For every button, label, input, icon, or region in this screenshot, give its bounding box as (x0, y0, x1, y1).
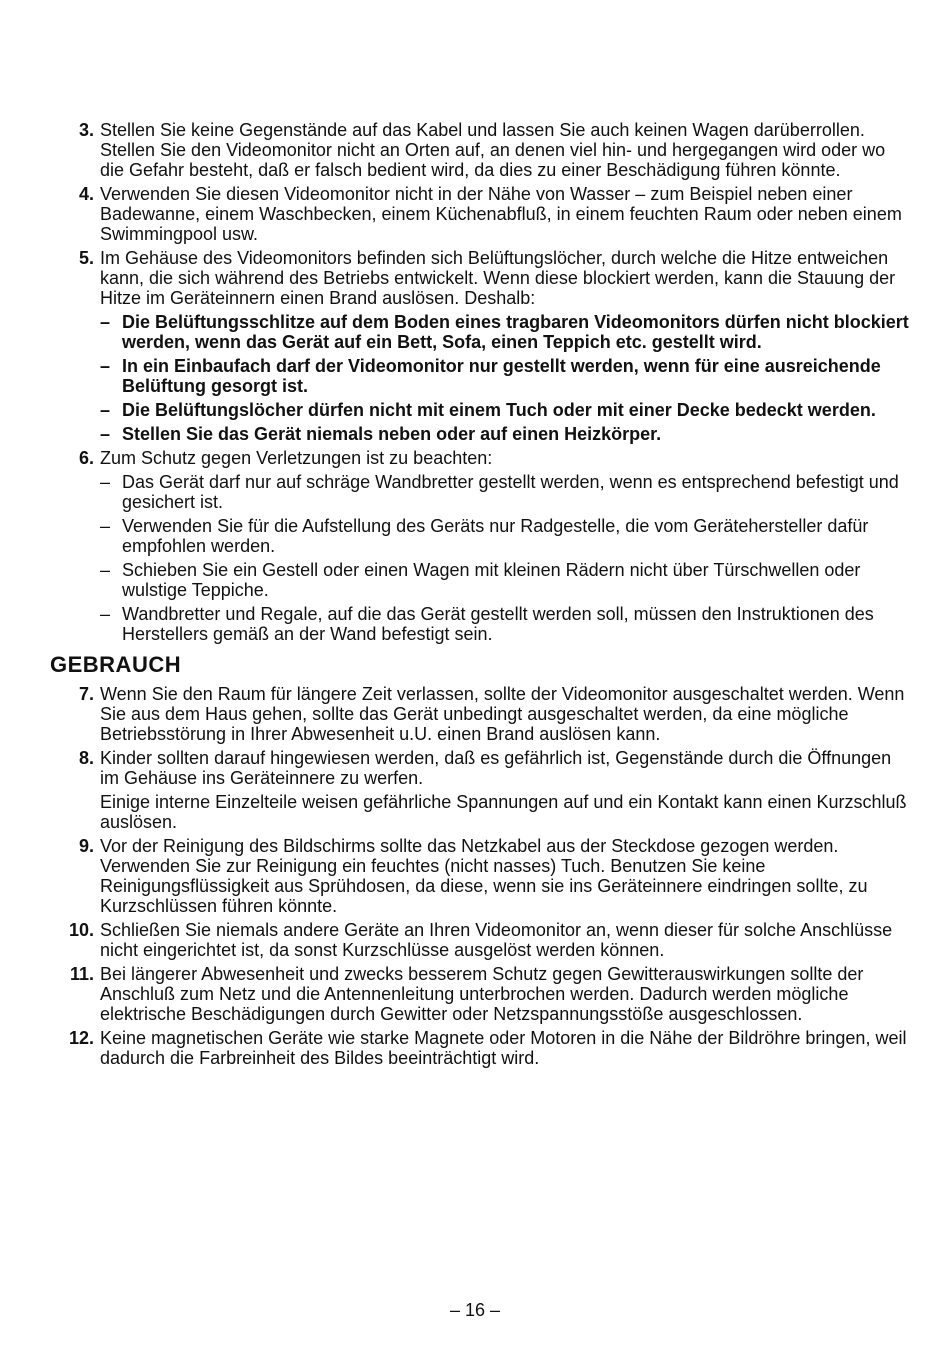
list-item-11 (40, 964, 910, 1024)
bullet-item: – Die Belüftungslöcher dürfen nicht mit einem Tuch oder mit einer Decke bedeckt werden. (100, 400, 910, 420)
item-number: 8. (78, 748, 94, 768)
section-heading: GEBRAUCH (50, 652, 182, 677)
bullet-item: – Schieben Sie ein Gestell oder einen Wagen mit kleinen Rädern nicht über Türschwellen oder wulstige Teppiche. (100, 560, 910, 600)
page-number: – 16 – (449, 1300, 501, 1320)
item-text: Zum Schutz gegen Verletzungen ist zu beachten: (100, 448, 493, 468)
bullet-item: – Verwenden Sie für die Aufstellung des Geräts nur Radgestelle, die vom Gerätehersteller dafür empfohlen werden. (100, 516, 910, 556)
item-number: 12. (68, 1028, 94, 1048)
list-item-8 (40, 748, 910, 832)
item-number: 9. (78, 836, 94, 856)
bullet-item: – Stellen Sie das Gerät niemals neben oder auf einen Heizkörper. (100, 424, 910, 444)
list-item-10 (40, 920, 910, 960)
item-text: Keine magnetischen Geräte wie starke Magnete oder Motoren in die Nähe der Bildröhre bringen, weil dadurch die Farbreinheit des Bildes beeinträchtigt wird. (100, 1028, 907, 1068)
list-item-7 (40, 684, 910, 744)
item-number: 3. (78, 120, 94, 140)
item-text-continued: Einige interne Einzelteile weisen gefährliche Spannungen auf und ein Kontakt kann einen Kurzschluß auslösen. (100, 792, 907, 832)
list-item-9 (40, 836, 910, 916)
bullet-item: – Wandbretter und Regale, auf die das Gerät gestellt werden soll, müssen den Instruktionen des Herstellers gemäß an der Wand befestigt sein. (100, 604, 910, 644)
item-text: Bei längerer Abwesenheit und zwecks besserem Schutz gegen Gewitterauswirkungen sollte der Anschluß zum Netz und die Antennenleitung unterbrochen werden. Dadurch werden mögliche elektrische Beschädigungen durch Gewitter oder Netzspannungsstöße ausgeschlossen. (100, 964, 864, 1024)
item-text: Kinder sollten darauf hingewiesen werden, daß es gefährlich ist, Gegenstände durch die Öffnungen im Gehäuse ins Geräteinnere zu werfen. (100, 748, 892, 788)
list-item-4 (40, 184, 910, 244)
item-text: Schließen Sie niemals andere Geräte an Ihren Videomonitor an, wenn dieser für solche Anschlüsse nicht eingerichtet ist, da sonst Kurzschlüsse ausgelöst werden können. (100, 920, 893, 960)
item-text: Stellen Sie keine Gegenstände auf das Kabel und lassen Sie auch keinen Wagen darüberrollen. Stellen Sie den Videomonitor nicht an Orten auf, an denen viel hin- und hergegangen wird oder wo die Gefahr besteht, daß er falsch bedient wird, da dies zu einer Beschädigung führen könnte. (100, 120, 886, 180)
bullet-item: – In ein Einbaufach darf der Videomonitor nur gestellt werden, wenn für eine ausreichende Belüftung gesorgt ist. (100, 356, 910, 396)
item-number: 10. (68, 920, 94, 940)
bullet-item: – Das Gerät darf nur auf schräge Wandbretter gestellt werden, wenn es entsprechend befestigt und gesichert ist. (100, 472, 910, 512)
page-content (40, 120, 910, 1072)
item-number: 4. (78, 184, 94, 204)
list-item-12 (40, 1028, 910, 1068)
item-text: Im Gehäuse des Videomonitors befinden sich Belüftungslöcher, durch welche die Hitze entweichen kann, die sich während des Betriebs entwickelt. Wenn diese blockiert werden, kann die Stauung der Hitze im Geräteinnern einen Brand auslösen. Deshalb: (100, 248, 896, 308)
item-number: 5. (78, 248, 94, 268)
list-item-5 (40, 248, 910, 444)
item-text: Vor der Reinigung des Bildschirms sollte das Netzkabel aus der Steckdose gezogen werden. Verwenden Sie zur Reinigung ein feuchtes (nicht nasses) Tuch. Benutzen Sie keine Reinigungsflüssigkeit aus Sprühdosen, da diese, wenn sie ins Geräteinnere eindringen sollte, zu Kurzschlüssen führen könnte. (100, 836, 868, 916)
item-number: 7. (78, 684, 94, 704)
list-item-6 (40, 448, 910, 644)
item-number: 11. (69, 964, 94, 984)
item-text: Verwenden Sie diesen Videomonitor nicht in der Nähe von Wasser – zum Beispiel neben einer Badewanne, einem Waschbecken, einem Küchenabfluß, in einem feuchten Raum oder neben einem Swimmingpool usw. (100, 184, 902, 244)
item-number: 6. (78, 448, 94, 468)
list-item-3 (40, 120, 910, 180)
bullet-item: – Die Belüftungsschlitze auf dem Boden eines tragbaren Videomonitors dürfen nicht blockiert werden, wenn das Gerät auf ein Bett, Sofa, einen Teppich etc. gestellt wird. (100, 312, 910, 352)
item-text: Wenn Sie den Raum für längere Zeit verlassen, sollte der Videomonitor ausgeschaltet werden. Wenn Sie aus dem Haus gehen, sollte das Gerät unbedingt ausgeschaltet werden, da eine mögliche Betriebsstörung in Ihrer Abwesenheit u.U. einen Brand auslösen kann. (100, 684, 905, 744)
